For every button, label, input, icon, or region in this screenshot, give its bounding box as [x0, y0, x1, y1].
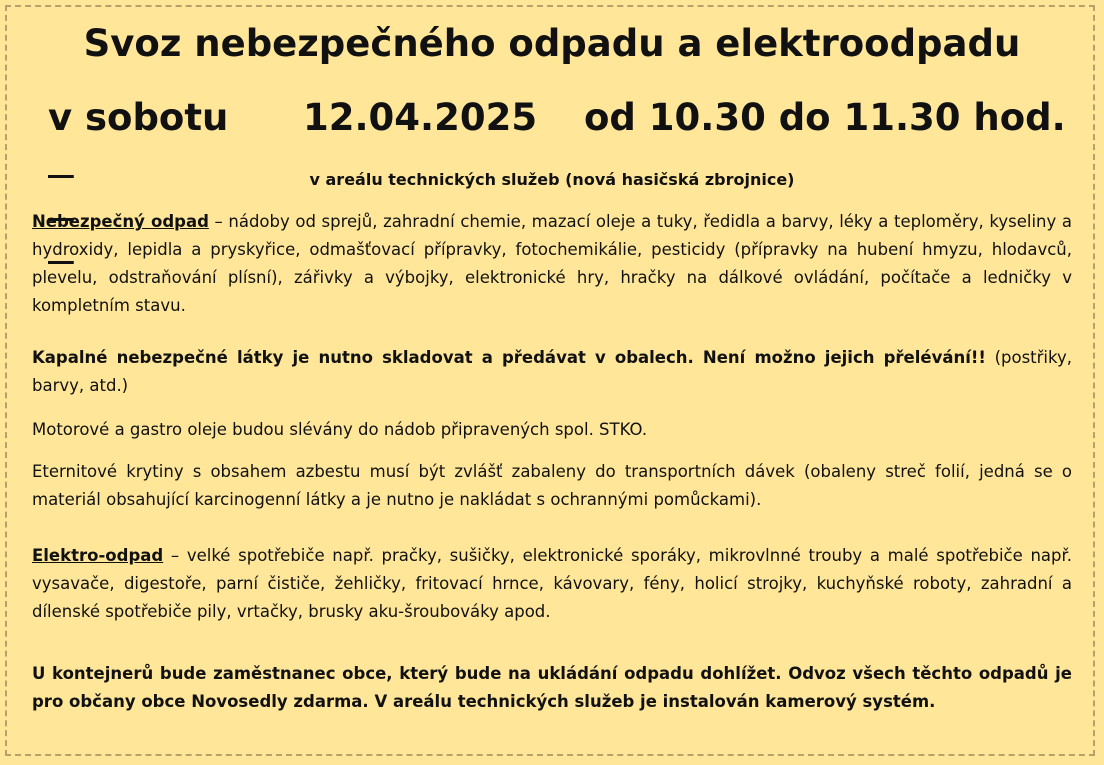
location-text: v areálu technických služeb (nová hasičská zbrojnice): [309, 170, 795, 189]
liquids-text: (postřiky, barvy, atd.): [32, 348, 1072, 395]
electro-text: – velké spotřebiče např. pračky, sušičky, elektronické sporáky, mikrovlnné trouby a malé spotřebiče např. vysavače, digestoře, parní čističe, žehličky, fritovací hrnce, kávovary, fény, holicí strojky, kuchyňské roboty, zahradní a dílenské spotřebiče pily, vrtačky, brusky aku-šroubováky apod.: [32, 546, 1072, 621]
hazardous-text: – nádoby od sprejů, zahradní chemie, mazací oleje a tuky, ředidla a barvy, léky a teploměry, kyseliny a hydroxidy, lepidla a pryskyřice, odmašťovací přípravky, fotochemikálie, pesticidy (přípravky na hubení hmyzu, hlodavců, plevelu, odstraňování plísní), zářivky a výbojky, elektronické hry, hračky na dálkové ovládání, počítače a ledničky v kompletním stavu.: [32, 212, 1072, 315]
page-title: Svoz nebezpečného odpadu a elektroodpadu: [83, 22, 1021, 65]
day-label: v sobotu: [48, 96, 229, 139]
footer-paragraph: U kontejnerů bude zaměstnanec obce, který bude na ukládání odpadu dohlížet. Odvoz všech těchto odpadů je pro občany obce Novosedly zdarma. V areálu technických služeb je instalován kamerový systém.: [32, 664, 1072, 711]
hazardous-label: Nebezpečný odpad: [32, 212, 209, 231]
date-label: 12.04.2025: [303, 96, 538, 139]
oils-paragraph: Motorové a gastro oleje budou slévány do nádob připravených spol. STKO.: [32, 420, 648, 439]
liquids-bold: Kapalné nebezpečné látky je nutno skladovat a předávat v obalech. Není možno jejich přelévání!!: [32, 348, 986, 367]
hazardous-paragraph: [32, 208, 1072, 320]
electro-label: Elektro-odpad: [32, 546, 164, 565]
date-time-line: [48, 96, 1066, 146]
time-label: od 10.30 do 11.30 hod.: [584, 96, 1066, 139]
eternit-paragraph: Eternitové krytiny s obsahem azbestu musí být zvlášť zabaleny do transportních dávek (obaleny streč folií, jedná se o materiál obsahující karcinogenní látky a je nutno je nakládat s ochrannými pomůckami).: [32, 462, 1072, 509]
electro-paragraph: [32, 542, 1072, 626]
liquids-paragraph: [32, 344, 1072, 400]
